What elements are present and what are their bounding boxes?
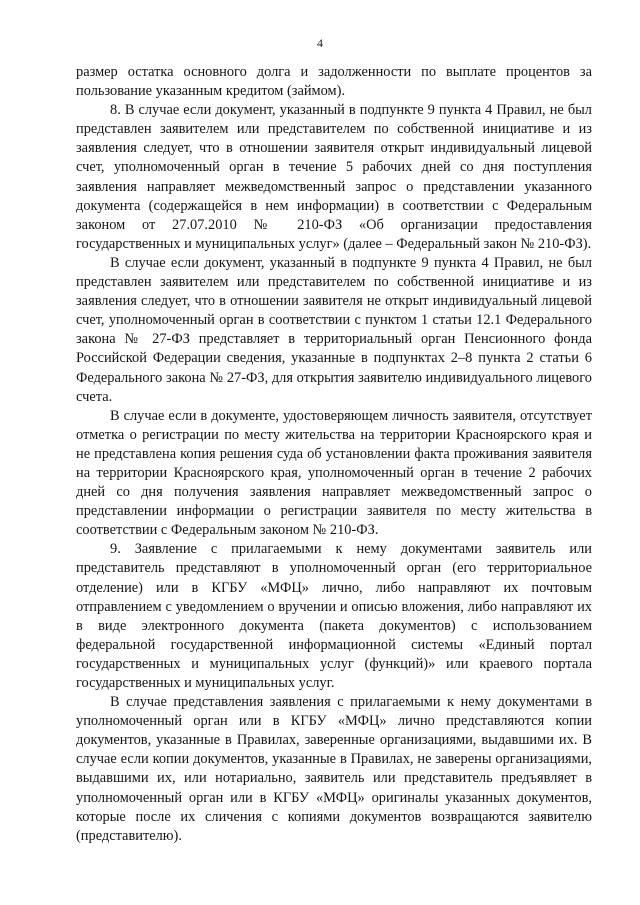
paragraph-continuation: размер остатка основного долга и задолженности по выплате процентов за пользование указанным кредитом (займом). <box>76 64 592 100</box>
paragraph-9: 9. Заявление с прилагаемыми к нему документами заявитель или представитель представляют в уполномоченный орган (его территориальное отделение) или в КГБУ «МФЦ» лично, либо направляют их почтовым отправлением с уведомлением о вручении и описью вложения, либо направляют их в виде электронного документа (пакета документов) с использованием федеральной государственной информационной системы «Единый портал государственных и муниципальных услуг (функций)» или краевого портала государственных и муниципальных услуг. <box>76 541 592 691</box>
paragraph-8-individual-account: В случае если документ, указанный в подпункте 9 пункта 4 Правил, не был представлен заявителем или представителем по собственной инициативе и из заявления следует, что в отношении заявителя не открыт индивидуальный лицевой счет, уполномоченный орган в соответствии с пунктом 1 статьи 12.1 Федерального закона № 27-ФЗ представляет в территориальный орган Пенсионного фонда Российской Федерации сведения, указанные в подпунктах 2–8 пункта 2 статьи 6 Федерального закона № 27-ФЗ, для открытия заявителю индивидуального лицевого счета. <box>76 254 592 405</box>
document-body <box>76 63 592 846</box>
paragraph-8-registration: В случае если в документе, удостоверяющем личность заявителя, отсутствует отметка о регистрации по месту жительства на территории Красноярского края и не представлена копия решения суда об установлении факта проживания заявителя на территории Красноярского края, уполномоченный орган в течение 2 рабочих дней со дня получения заявления направляет межведомственный запрос о представлении информации о регистрации заявителя по месту жительства в соответствии с Федеральным законом № 210-ФЗ. <box>76 407 592 539</box>
page-number: 4 <box>317 36 323 50</box>
paragraph-8: 8. В случае если документ, указанный в подпункте 9 пункта 4 Правил, не был представлен заявителем или представителем по собственной инициативе и из заявления следует, что в отношении заявителя открыт индивидуальный лицевой счет, уполномоченный орган в течение 5 рабочих дней со дня поступления заявления направляет межведомственный запрос о представлении указанного документа (содержащейся в нем информации) в соответствии с Федеральным законом от 27.07.2010 № 210-ФЗ «Об организации предоставления государственных и муниципальных услуг» (далее – Федеральный закон № 210-ФЗ). <box>76 102 592 252</box>
paragraph-9-copies: В случае представления заявления с прилагаемыми к нему документами в уполномоченный орган или в КГБУ «МФЦ» лично представляются копии документов, указанные в Правилах, заверенные организациями, выдавшими их. В случае если копии документов, указанные в Правилах, не заверены организациями, выдавшими их, или нотариально, заявитель или представитель предъявляет в уполномоченный орган или в КГБУ «МФЦ» оригиналы указанных документов, которые после их сличения с копиями документов возвращаются заявителю (представителю). <box>76 694 592 844</box>
